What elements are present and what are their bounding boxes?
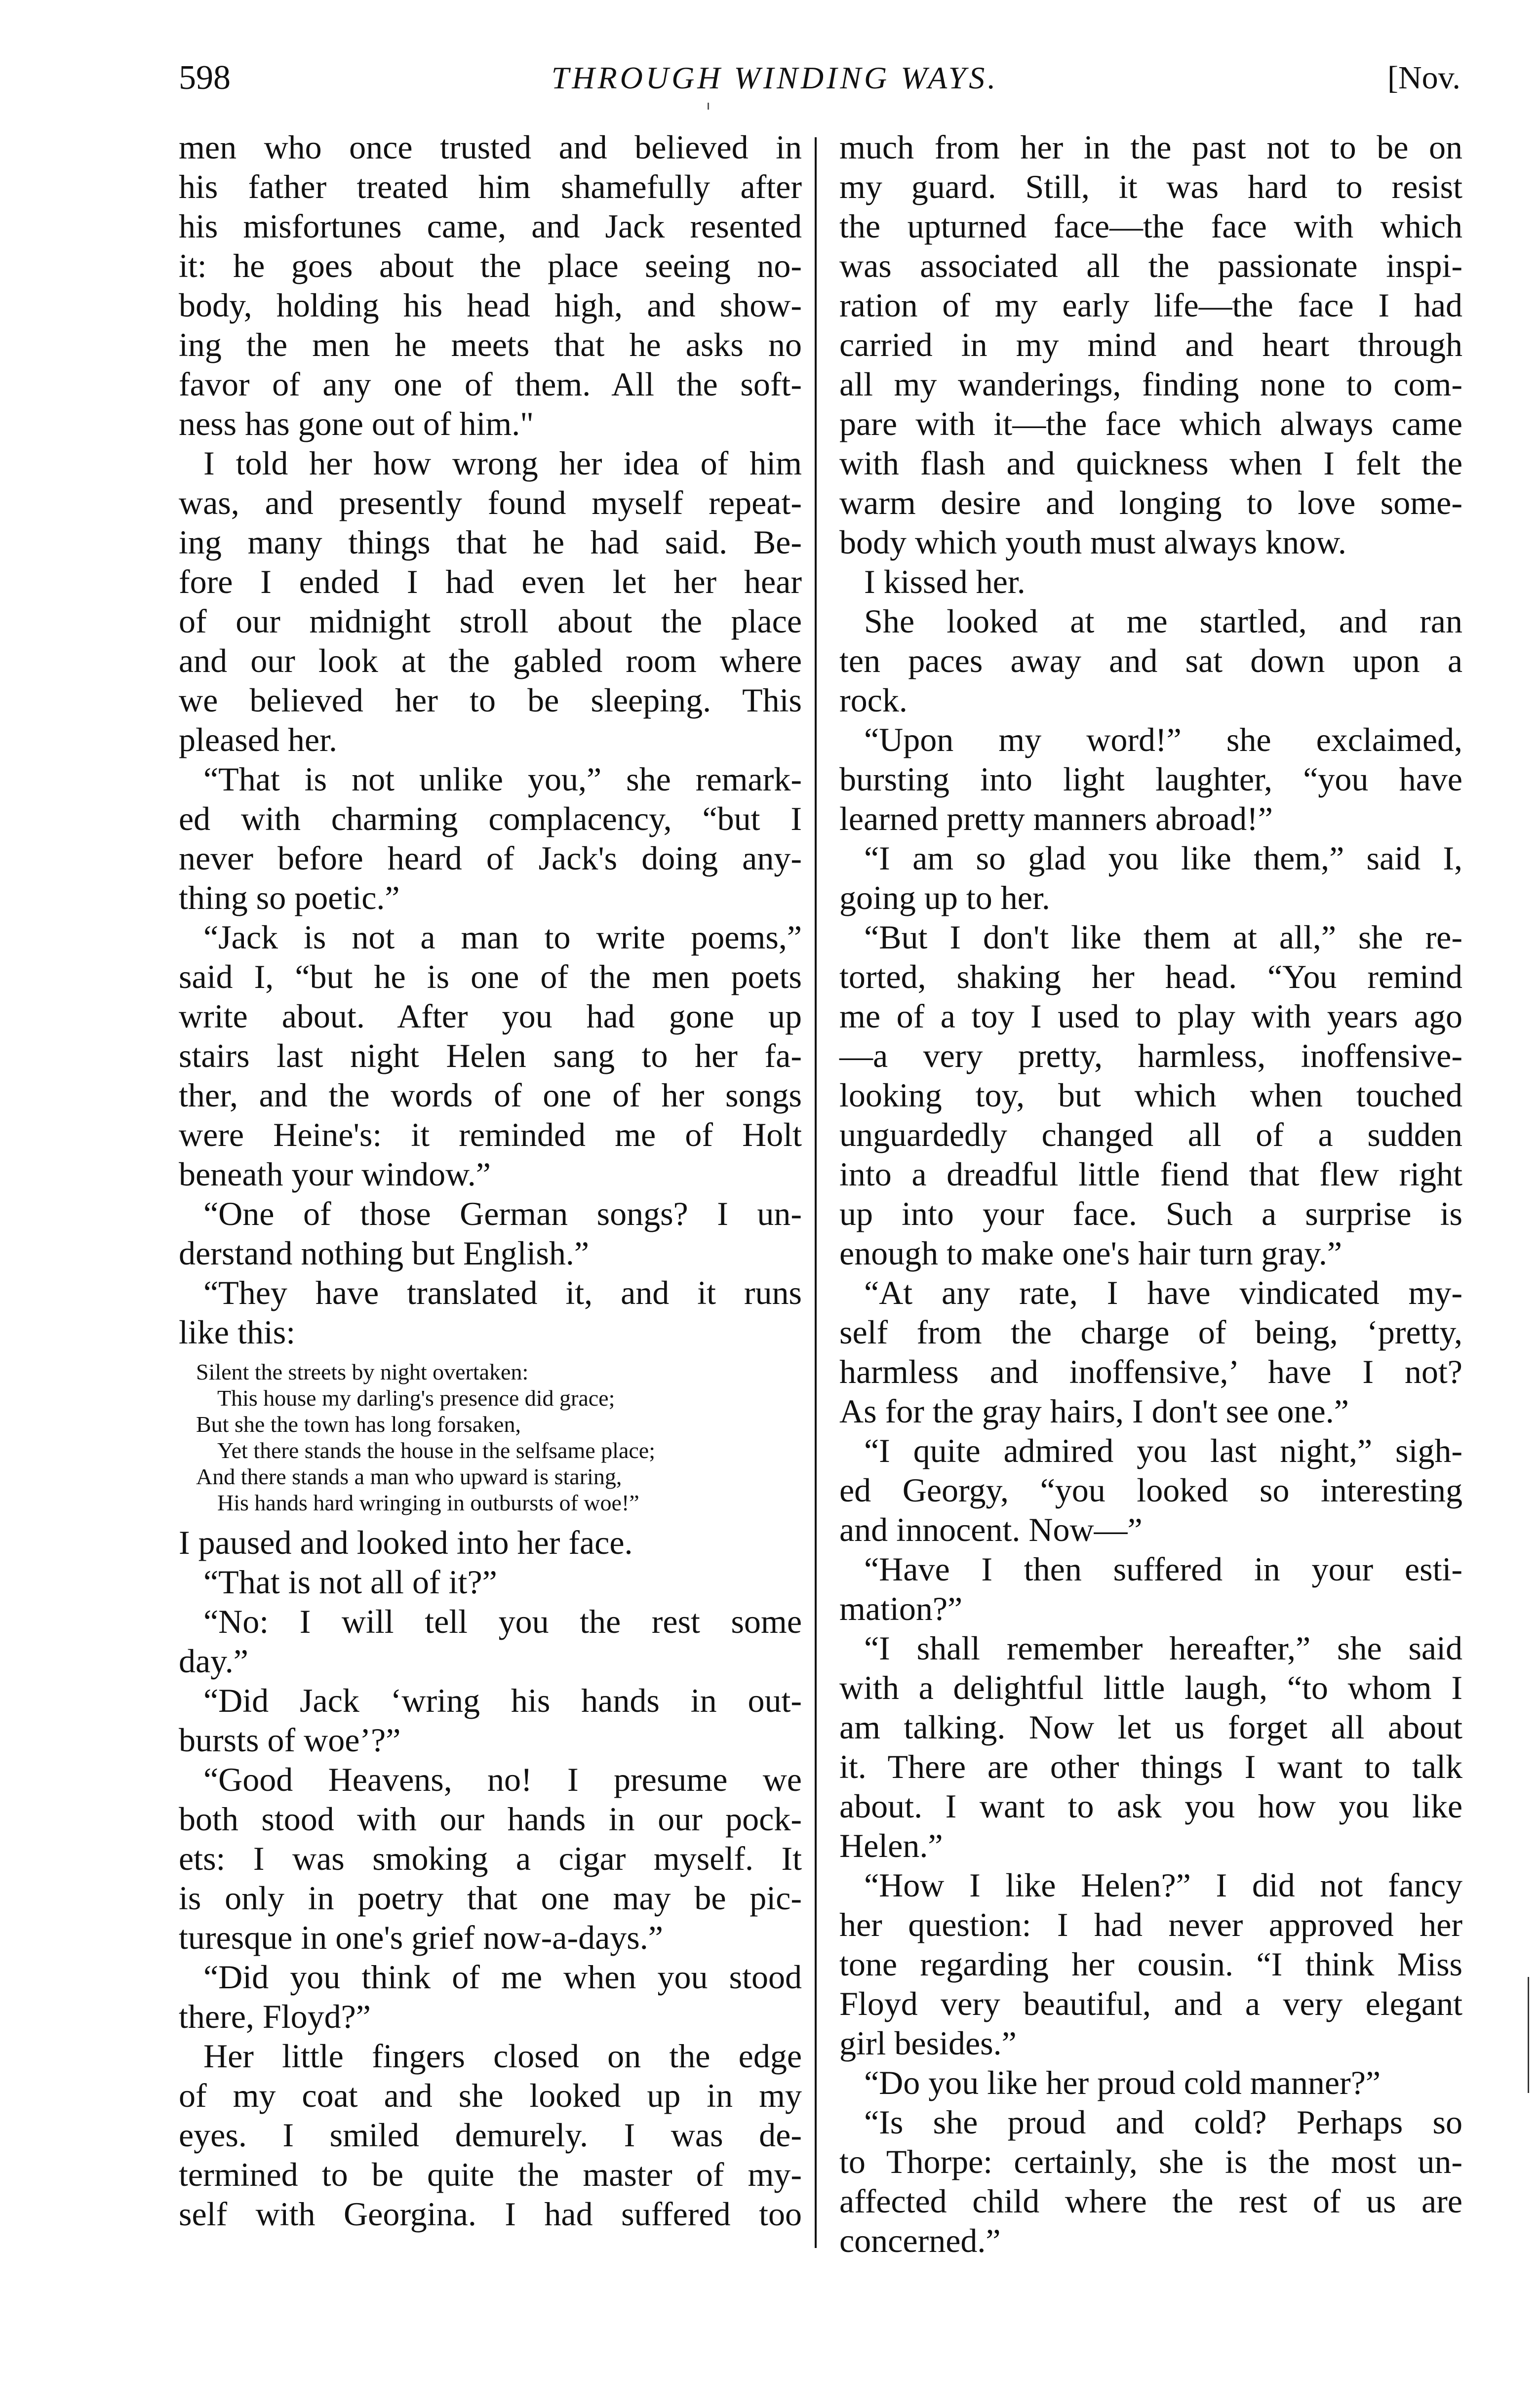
text-line: ten paces away and sat down upon a <box>839 642 1462 679</box>
text-line: self with Georgina. I had suffered too <box>179 2195 802 2233</box>
page-number: 598 <box>179 59 231 97</box>
text-line: all my wanderings, finding none to com- <box>839 365 1462 403</box>
text-line: “Do you like her proud cold manner?” <box>864 2064 1381 2101</box>
text-line: rock. <box>839 681 908 719</box>
text-line: never before heard of Jack's doing any- <box>179 839 802 877</box>
text-line: the upturned face—the face with which <box>839 207 1462 245</box>
text-line: going up to her. <box>839 879 1050 916</box>
right-column-text-block <box>839 127 1462 2260</box>
text-line: I paused and looked into her face. <box>179 1524 633 1561</box>
text-line: of my coat and she looked up in my <box>179 2077 802 2114</box>
text-line: it: he goes about the place seeing no- <box>179 247 802 284</box>
text-line: “That is not all of it?” <box>203 1563 497 1601</box>
page-edge-line <box>1528 1977 1529 2093</box>
text-line: I kissed her. <box>864 563 1026 600</box>
text-line: “I quite admired you last night,” sigh- <box>864 1432 1462 1469</box>
text-line: self from the charge of being, ‘pretty, <box>839 1313 1462 1351</box>
text-line: with flash and quickness when I felt the <box>839 444 1462 482</box>
text-line: torted, shaking her head. “You remind <box>839 958 1462 995</box>
text-line: tone regarding her cousin. “I think Miss <box>839 1945 1462 1983</box>
text-line: warm desire and longing to love some- <box>839 484 1462 521</box>
text-line: was associated all the passionate inspi- <box>839 247 1462 284</box>
text-line: concerned.” <box>839 2222 1001 2259</box>
text-line: body, holding his head high, and show- <box>179 286 802 324</box>
text-line: his father treated him shamefully after <box>179 168 802 205</box>
text-line: pleased her. <box>179 721 337 758</box>
text-line: derstand nothing but English.” <box>179 1234 590 1272</box>
text-line: said I, “but he is one of the men poets <box>179 958 802 995</box>
text-line: “Have I then suffered in your esti- <box>864 1550 1462 1588</box>
text-line: ing many things that he had said. Be- <box>179 523 802 561</box>
text-line: Floyd very beautiful, and a very elegant <box>839 1985 1462 2022</box>
text-line: it. There are other things I want to talk <box>839 1748 1462 1785</box>
text-line: about. I want to ask you how you like <box>839 1787 1462 1825</box>
text-line: unguardedly changed all of a sudden <box>839 1116 1462 1153</box>
poem-line: Yet there stands the house in the selfsame place; <box>217 1438 655 1463</box>
text-line: with a delightful little laugh, “to whom I <box>839 1669 1462 1706</box>
text-line: “How I like Helen?” I did not fancy <box>864 1866 1462 1904</box>
text-line: ets: I was smoking a cigar myself. It <box>179 1840 802 1877</box>
running-month: [Nov. <box>1387 60 1461 96</box>
text-line: bursting into light laughter, “you have <box>839 760 1462 798</box>
text-line: there, Floyd?” <box>179 1998 371 2035</box>
text-line: my guard. Still, it was hard to resist <box>839 168 1462 205</box>
text-line: me of a toy I used to play with years ago <box>839 997 1462 1035</box>
text-line: is only in poetry that one may be pic- <box>179 1879 802 1917</box>
text-line: “I shall remember hereafter,” she said <box>864 1629 1462 1667</box>
column-divider <box>815 137 817 2248</box>
text-line: “Did you think of me when you stood <box>203 1958 802 1996</box>
text-line: —a very pretty, harmless, inoffensive- <box>839 1037 1462 1074</box>
text-line: favor of any one of them. All the soft- <box>179 365 802 403</box>
text-line: “One of those German songs? I un- <box>203 1195 802 1232</box>
text-line: body which youth must always know. <box>839 523 1346 561</box>
poem-line: But she the town has long forsaken, <box>196 1412 521 1437</box>
text-line: ed with charming complacency, “but I <box>179 800 802 837</box>
poem-line: And there stands a man who upward is staring, <box>196 1464 622 1489</box>
text-line: pare with it—the face which always came <box>839 405 1462 442</box>
text-line: “Jack is not a man to write poems,” <box>203 918 802 956</box>
text-line: like this: <box>179 1313 296 1351</box>
text-line: and innocent. Now—” <box>839 1511 1143 1548</box>
text-line: Her little fingers closed on the edge <box>203 2037 802 2075</box>
text-line: of our midnight stroll about the place <box>179 602 802 640</box>
text-line: up into your face. Such a surprise is <box>839 1195 1462 1232</box>
text-line: fore I ended I had even let her hear <box>179 563 802 600</box>
text-line: As for the gray hairs, I don't see one.” <box>839 1392 1349 1430</box>
text-line: “At any rate, I have vindicated my- <box>864 1274 1462 1311</box>
text-line: learned pretty manners abroad!” <box>839 800 1273 837</box>
text-line: She looked at me startled, and ran <box>864 602 1462 640</box>
text-line: I told her how wrong her idea of him <box>203 444 802 482</box>
left-column <box>179 127 802 2234</box>
poem-line: His hands hard wringing in outbursts of woe!” <box>217 1490 639 1515</box>
text-line: Helen.” <box>839 1827 943 1864</box>
text-line: bursts of woe’?” <box>179 1721 401 1759</box>
text-line: carried in my mind and heart through <box>839 326 1462 363</box>
text-line: to Thorpe: certainly, she is the most un- <box>839 2143 1462 2180</box>
text-line: affected child where the rest of us are <box>839 2182 1462 2220</box>
print-speck <box>708 103 709 110</box>
text-line: were Heine's: it reminded me of Holt <box>179 1116 802 1153</box>
text-line: “No: I will tell you the rest some <box>203 1603 802 1640</box>
text-line: was, and presently found myself repeat- <box>179 484 802 521</box>
text-line: “But I don't like them at all,” she re- <box>864 918 1462 956</box>
text-line: “Good Heavens, no! I presume we <box>203 1761 802 1798</box>
text-line: “That is not unlike you,” she remark- <box>203 760 802 798</box>
text-line: termined to be quite the master of my- <box>179 2156 802 2193</box>
text-line: “Upon my word!” she exclaimed, <box>864 721 1462 758</box>
text-line: girl besides.” <box>839 2024 1017 2062</box>
text-line: write about. After you had gone up <box>179 997 802 1035</box>
text-line: beneath your window.” <box>179 1155 491 1193</box>
text-line: his misfortunes came, and Jack resented <box>179 207 802 245</box>
poem-line: Silent the streets by night overtaken: <box>196 1359 529 1384</box>
right-column <box>839 127 1462 2260</box>
text-line: “They have translated it, and it runs <box>203 1274 802 1311</box>
text-line: her question: I had never approved her <box>839 1906 1462 1943</box>
text-line: ther, and the words of one of her songs <box>179 1076 802 1114</box>
text-line: ness has gone out of him." <box>179 405 534 442</box>
text-line: much from her in the past not to be on <box>839 128 1462 166</box>
text-line: into a dreadful little fiend that flew right <box>839 1155 1462 1193</box>
text-line: thing so poetic.” <box>179 879 400 916</box>
poem-block <box>179 1359 802 1516</box>
text-line: ration of my early life—the face I had <box>839 286 1462 324</box>
left-column-text-block <box>179 127 802 1352</box>
text-line: ing the men he meets that he asks no <box>179 326 802 363</box>
text-line: both stood with our hands in our pock- <box>179 1800 802 1838</box>
text-line: day.” <box>179 1642 248 1680</box>
text-line: turesque in one's grief now-a-days.” <box>179 1919 663 1956</box>
text-line: men who once trusted and believed in <box>179 128 802 166</box>
text-line: stairs last night Helen sang to her fa- <box>179 1037 802 1074</box>
text-line: “Did Jack ‘wring his hands in out- <box>203 1682 802 1719</box>
text-line: enough to make one's hair turn gray.” <box>839 1234 1343 1272</box>
text-line: and our look at the gabled room where <box>179 642 802 679</box>
text-line: looking toy, but which when touched <box>839 1076 1462 1114</box>
text-line: ed Georgy, “you looked so interesting <box>839 1471 1462 1509</box>
text-line: “I am so glad you like them,” said I, <box>864 839 1462 877</box>
poem-line: This house my darling's presence did grace; <box>217 1385 615 1411</box>
text-line: eyes. I smiled demurely. I was de- <box>179 2116 802 2154</box>
text-line: “Is she proud and cold? Perhaps so <box>864 2103 1462 2141</box>
text-line: harmless and inoffensive,’ have I not? <box>839 1353 1462 1390</box>
text-line: am talking. Now let us forget all about <box>839 1708 1462 1746</box>
text-line: mation?” <box>839 1590 963 1627</box>
running-title: THROUGH WINDING WAYS. <box>551 60 999 95</box>
text-line: we believed her to be sleeping. This <box>179 681 802 719</box>
running-head <box>0 53 1540 108</box>
left-column-text-block <box>179 1523 802 2234</box>
